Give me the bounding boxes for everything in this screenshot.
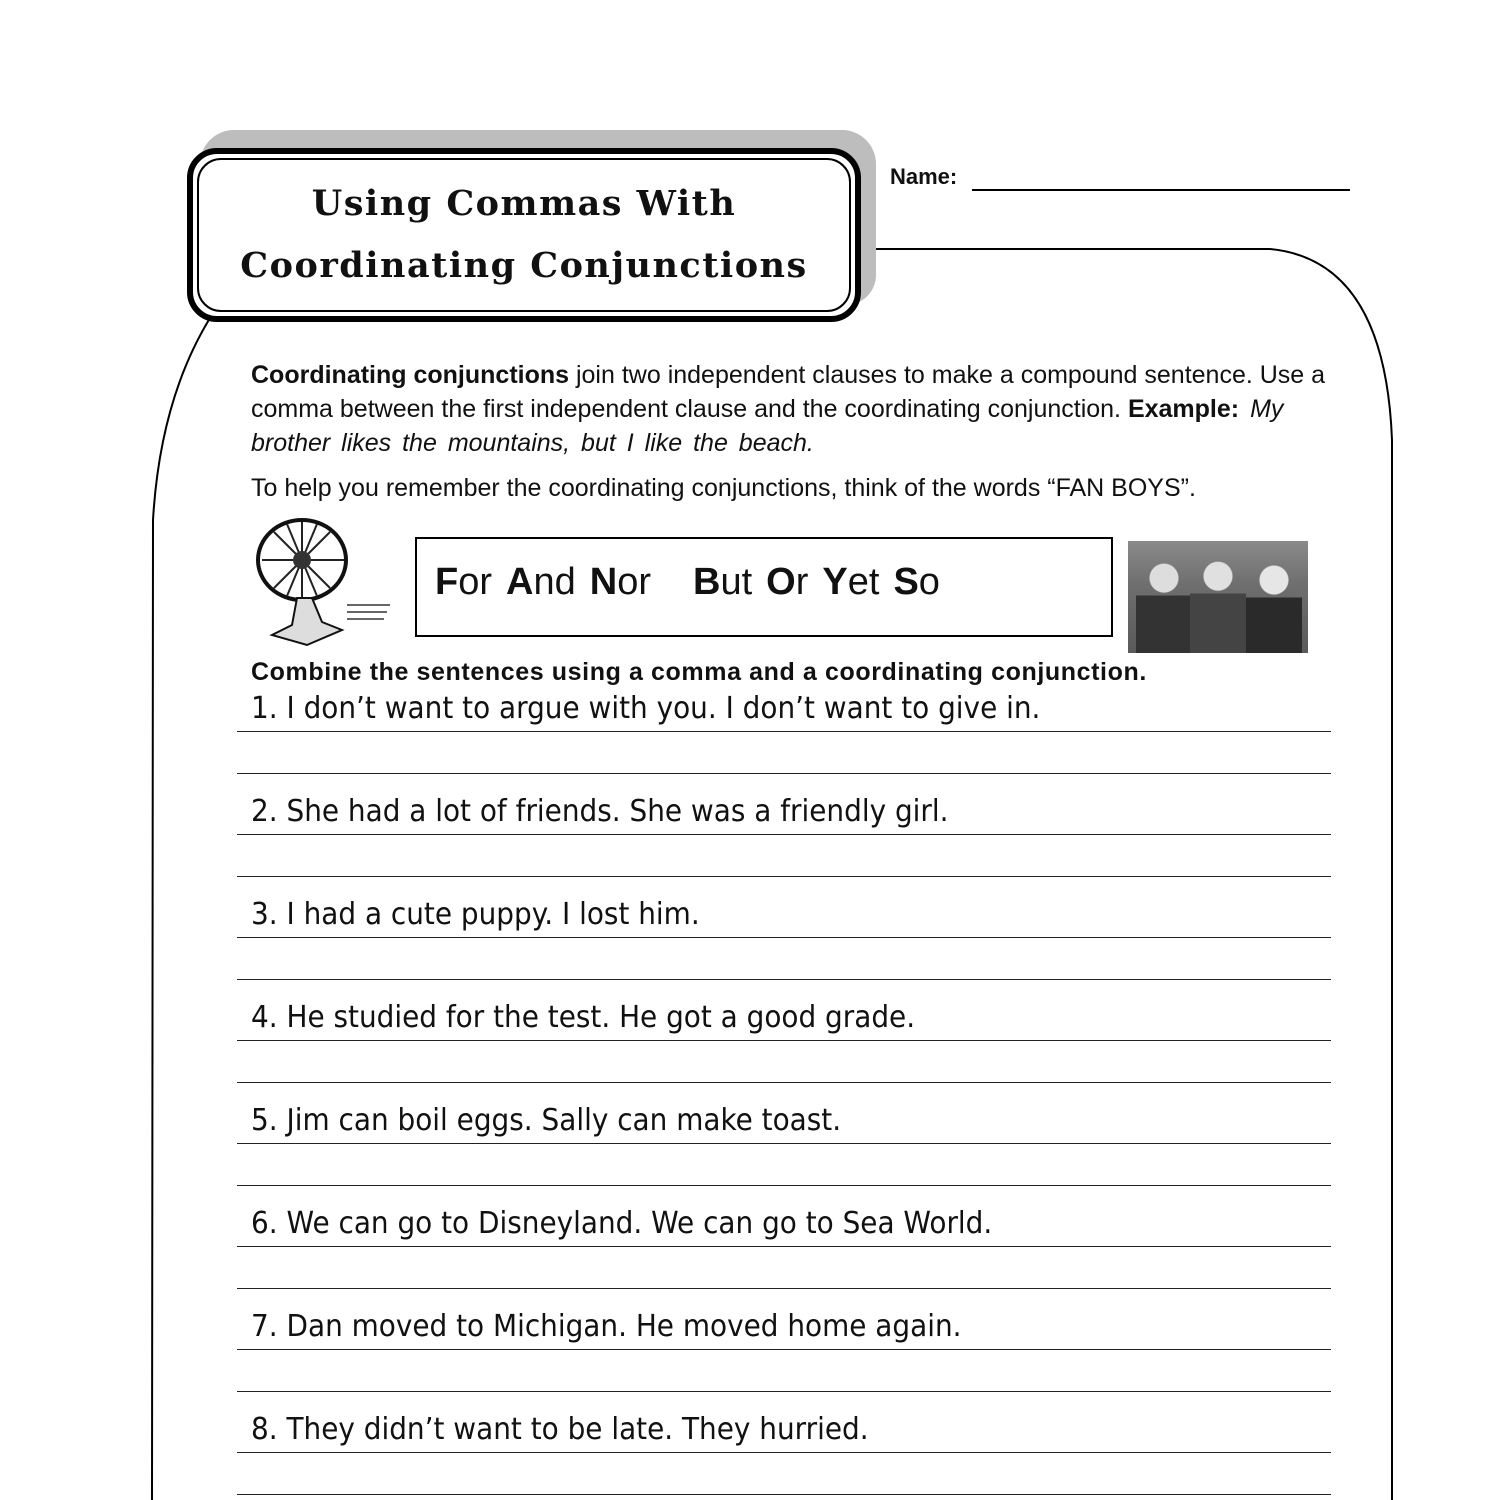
- answer-line[interactable]: [237, 1391, 1331, 1392]
- fanboys-word: [693, 561, 752, 603]
- answer-line[interactable]: [237, 1082, 1331, 1083]
- exercise-sentence: 4. He studied for the test. He got a good grade.: [251, 1000, 916, 1035]
- answer-line[interactable]: [237, 1040, 1331, 1041]
- fanboys-rest: r: [795, 561, 809, 603]
- fanboys-word: [435, 561, 492, 603]
- fanboys-initial: A: [506, 561, 534, 603]
- title-box: [187, 148, 861, 322]
- fanboys-initial: Y: [822, 561, 848, 603]
- fanboys-rest: nd: [533, 561, 576, 603]
- fan-icon: [252, 510, 394, 650]
- intro-text: join two independent clauses to make a compound sentence. Use a comma between the first independent clause and the coordinating conjunction.: [251, 361, 1326, 423]
- intro-paragraph: [251, 358, 1351, 460]
- intro-term: Coordinating conjunctions: [251, 361, 570, 389]
- fanboys-word: [893, 561, 940, 603]
- fanboys-word: [590, 561, 651, 603]
- fanboys-word: [766, 561, 808, 603]
- exercise-sentence: 3. I had a cute puppy. I lost him.: [251, 897, 700, 932]
- title-line-1: Using Commas With: [311, 183, 737, 224]
- answer-line[interactable]: [237, 979, 1331, 980]
- answer-line[interactable]: [237, 731, 1331, 732]
- fanboys-initial: S: [893, 561, 919, 603]
- fanboys-rest: or: [617, 561, 651, 603]
- fanboys-word: [506, 561, 576, 603]
- answer-line[interactable]: [237, 1452, 1331, 1453]
- name-label: Name:: [890, 164, 958, 189]
- name-field[interactable]: [972, 189, 1350, 191]
- answer-line[interactable]: [237, 876, 1331, 877]
- exercise-sentence: 8. They didn’t want to be late. They hurried.: [251, 1412, 869, 1447]
- instructions: Combine the sentences using a comma and a coordinating conjunction.: [251, 658, 1147, 686]
- fanboys-initial: O: [766, 561, 796, 603]
- answer-line[interactable]: [237, 1288, 1331, 1289]
- fanboys-rest: o: [918, 561, 940, 603]
- example-text: My brother likes the mountains, but I like the beach.: [251, 395, 1284, 457]
- answer-line[interactable]: [237, 1349, 1331, 1350]
- fanboys-box: [415, 537, 1113, 637]
- fanboys-initial: N: [589, 561, 618, 603]
- fanboys-rest: et: [847, 561, 880, 603]
- exercise-sentence: 2. She had a lot of friends. She was a friendly girl.: [251, 794, 949, 829]
- exercise-sentence: 6. We can go to Disneyland. We can go to Sea World.: [251, 1206, 993, 1241]
- answer-line[interactable]: [237, 1246, 1331, 1247]
- answer-line[interactable]: [237, 937, 1331, 938]
- exercise-sentence: 5. Jim can boil eggs. Sally can make toast.: [251, 1103, 842, 1138]
- answer-line[interactable]: [237, 1494, 1331, 1495]
- answer-line[interactable]: [237, 1185, 1331, 1186]
- fanboys-initial: F: [435, 561, 459, 603]
- answer-line[interactable]: [237, 834, 1331, 835]
- title-line-2: Coordinating Conjunctions: [240, 245, 808, 286]
- fanboys-word: [822, 561, 879, 603]
- fanboys-rest: or: [458, 561, 493, 603]
- exercise-sentence: 1. I don’t want to argue with you. I don’t want to give in.: [251, 691, 1041, 726]
- answer-line[interactable]: [237, 773, 1331, 774]
- kids-photo: [1128, 541, 1308, 653]
- exercise-sentence: 7. Dan moved to Michigan. He moved home again.: [251, 1309, 962, 1344]
- remember-text: To help you remember the coordinating conjunctions, think of the words “FAN BOYS”.: [251, 474, 1196, 502]
- answer-line[interactable]: [237, 1143, 1331, 1144]
- fanboys-initial: B: [693, 561, 721, 603]
- fanboys-rest: ut: [720, 561, 753, 603]
- example-label: Example:: [1127, 395, 1240, 423]
